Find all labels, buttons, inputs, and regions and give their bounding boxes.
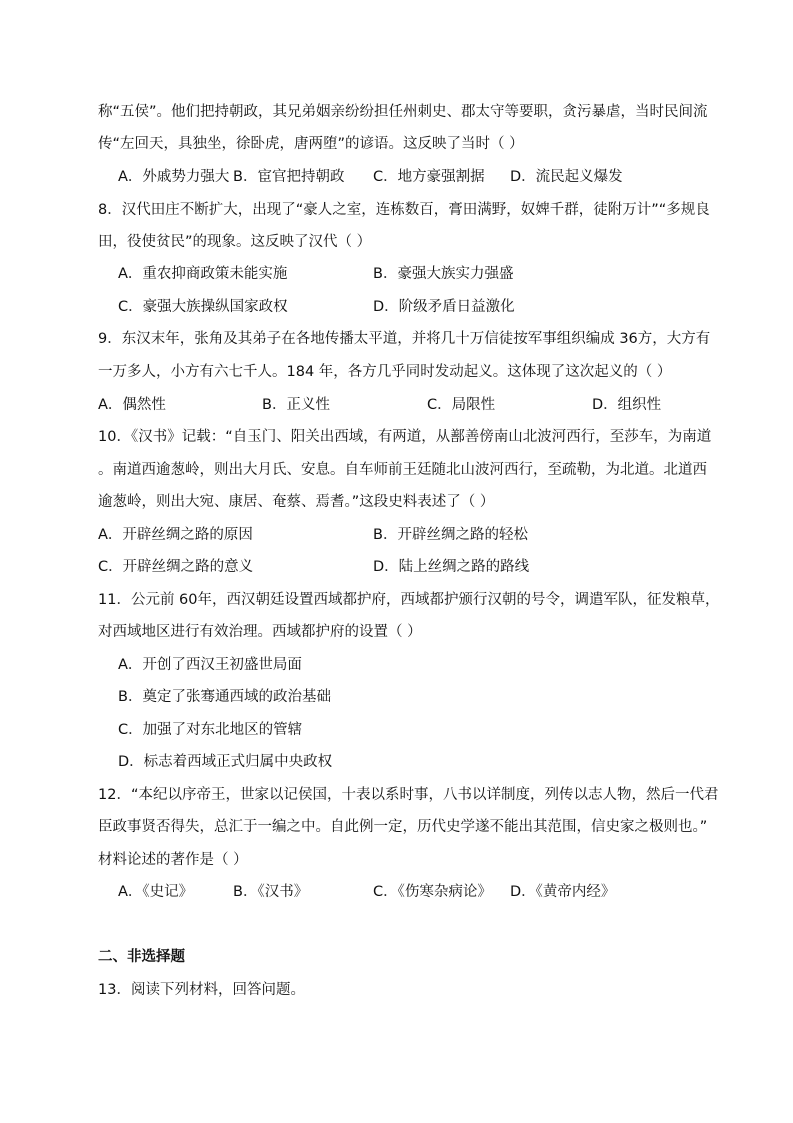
q10-option-a: A．开辟丝绸之路的原因 <box>98 527 253 543</box>
q12-line-1: 12．“本纪以序帝王，世家以记侯国，十表以系时事，八书以详制度，列传以志人物，然后一代君 <box>98 787 719 803</box>
q7-option-b: B．宦官把持朝政 <box>233 169 345 185</box>
q7-line-2: 传“左回天，具独坐，徐卧虎，唐两堕”的谚语。这反映了当时（ ） <box>98 136 524 152</box>
q10-option-c: C．开辟丝绸之路的意义 <box>98 559 254 575</box>
q11-option-a: A．开创了西汉王初盛世局面 <box>118 657 302 673</box>
q11-option-c: C．加强了对东北地区的管辖 <box>118 722 303 738</box>
q9-option-a: A．偶然性 <box>98 397 166 413</box>
q13-line-1: 13．阅读下列材料，回答问题。 <box>98 982 305 998</box>
q12-option-a: A．《史记》 <box>118 884 194 900</box>
q9-option-b: B．正义性 <box>262 397 330 413</box>
q11-option-b: B．奠定了张骞通西域的政治基础 <box>118 689 331 705</box>
q8-option-d: D．阶级矛盾日益激化 <box>373 299 515 315</box>
q10-option-b: B．开辟丝绸之路的轻松 <box>373 527 528 543</box>
q8-line-2: 田，役使贫民”的现象。这反映了汉代（ ） <box>98 234 372 250</box>
q11-option-d: D．标志着西域正式归属中央政权 <box>118 754 333 770</box>
q9-line-2: 一万多人，小方有六七千人。184 年，各方几乎同时发动起义。这体现了这次起义的（ ） <box>98 364 672 380</box>
q8-option-a: A．重农抑商政策未能实施 <box>118 266 288 282</box>
q8-option-b: B．豪强大族实力强盛 <box>373 266 514 282</box>
q9-option-c: C．局限性 <box>427 397 496 413</box>
q11-line-2: 对西域地区进行有效治理。西域都护府的设置（ ） <box>98 624 422 640</box>
q8-option-c: C．豪强大族操纵国家政权 <box>118 299 288 315</box>
q12-option-c: C．《伤寒杂病论》 <box>373 884 492 900</box>
q7-option-c: C．地方豪强割据 <box>373 169 485 185</box>
q7-option-d: D．流民起义爆发 <box>510 169 623 185</box>
section-2-heading: 二、非选择题 <box>98 949 185 965</box>
q8-line-1: 8．汉代田庄不断扩大，出现了“豪人之室，连栋数百，膏田满野，奴婢千群，徒附万计”“多规良 <box>98 202 710 218</box>
q7-option-a: A．外戚势力强大 <box>118 169 230 185</box>
q10-option-d: D．陆上丝绸之路的路线 <box>373 559 530 575</box>
q9-line-1: 9．东汉末年，张角及其弟子在各地传播太平道，并将几十万信徒按军事组织编成 36方，大方有 <box>98 331 711 347</box>
q10-line-3: 逾葱岭，则出大宛、康居、奄蔡、焉耆。”这段史料表述了（ ） <box>98 494 495 510</box>
q10-line-2: 。南道西逾葱岭，则出大月氏、安息。自车师前王廷随北山波河西行，至疏勒，为北道。北道西 <box>98 462 707 478</box>
q12-option-b: B．《汉书》 <box>233 884 309 900</box>
q12-option-d: D．《黄帝内经》 <box>510 884 616 900</box>
q12-line-3: 材料论述的著作是（ ） <box>98 852 248 868</box>
q7-line-1: 称“五侯”。他们把持朝政，其兄弟姻亲纷纷担任州刺史、郡太守等要职，贪污暴虐，当时民间流 <box>98 104 708 120</box>
q12-line-2: 臣政事贤否得失，总汇于一编之中。自此例一定，历代史学遂不能出其范围，信史家之极则也。” <box>98 819 708 835</box>
q9-option-d: D．组织性 <box>592 397 662 413</box>
q11-line-1: 11．公元前 60年，西汉朝廷设置西域都护府，西域都护颁行汉朝的号令，调遣军队，征发粮草， <box>98 592 720 608</box>
q10-line-1: 10．《汉书》记载：“自玉门、阳关出西域，有两道，从鄯善傍南山北波河西行，至莎车，为南道 <box>98 429 712 445</box>
